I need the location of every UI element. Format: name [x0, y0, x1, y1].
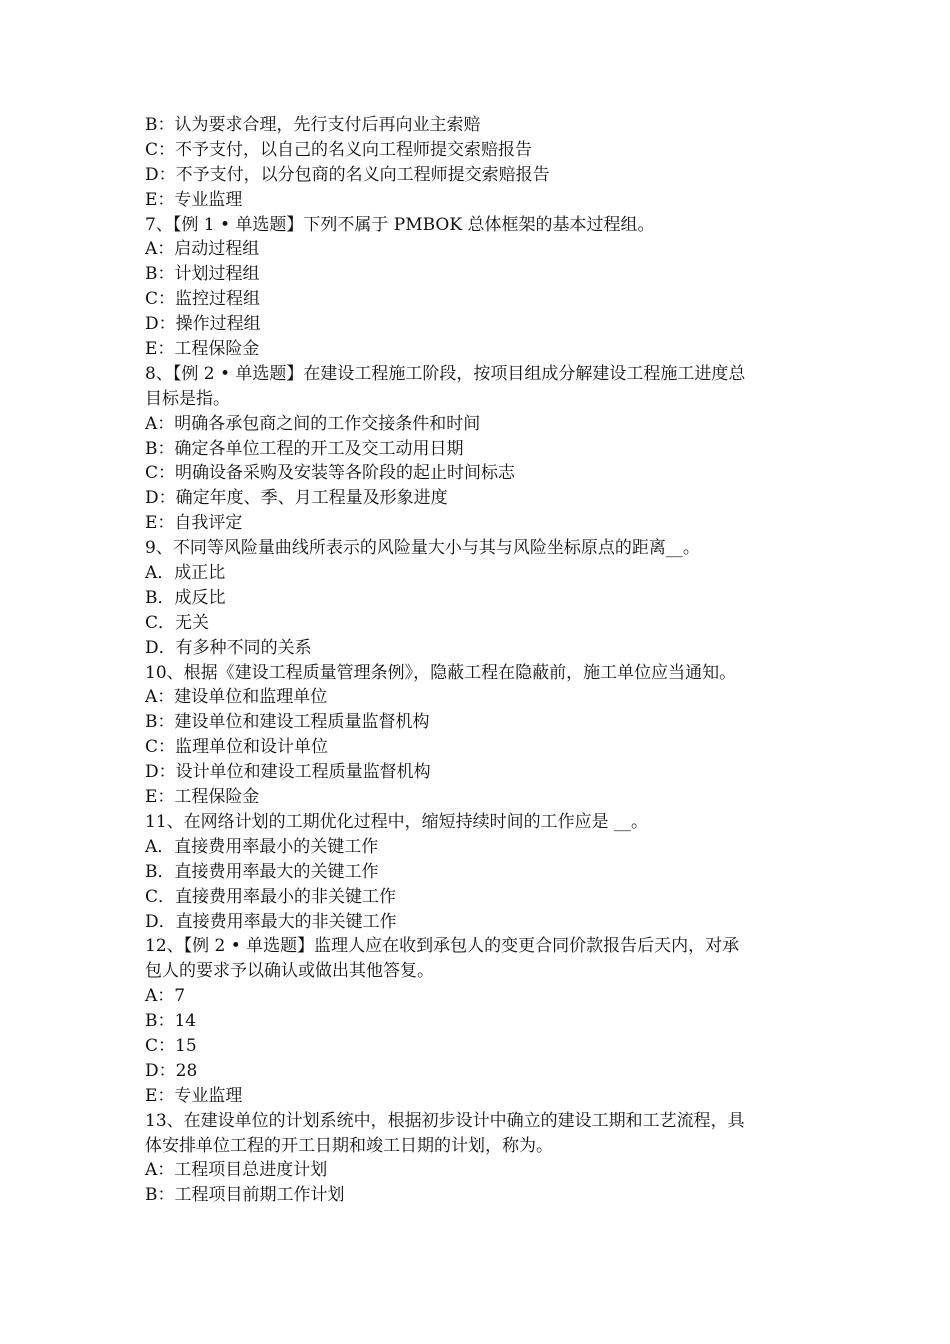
option-line: C：监理单位和设计单位: [145, 737, 329, 758]
question-line: 包人的要求予以确认或做出其他答复。: [145, 961, 434, 982]
question-line: 7、【例 1 • 单选题】下列不属于 PMBOK 总体框架的基本过程组。: [145, 214, 655, 235]
option-line: B：工程项目前期工作计划: [145, 1185, 345, 1206]
option-line: C．无关: [145, 612, 210, 633]
option-line: E：工程保险金: [145, 339, 260, 360]
option-line: E：工程保险金: [145, 787, 260, 808]
option-line: D：确定年度、季、月工程量及形象进度: [145, 488, 448, 509]
text-line: C：不予支付，以自己的名义向工程师提交索赔报告: [145, 139, 533, 160]
text-line: D：不予支付，以分包商的名义向工程师提交索赔报告: [145, 164, 550, 185]
question-line: 9、不同等风险量曲线所表示的风险量大小与其与风险坐标原点的距离__。: [145, 538, 700, 559]
option-line: A：工程项目总进度计划: [145, 1160, 328, 1181]
option-line: D：28: [145, 1060, 198, 1081]
option-line: C：监控过程组: [145, 289, 261, 310]
option-line: E：自我评定: [145, 513, 243, 534]
option-line: C：明确设备采购及安装等各阶段的起止时间标志: [145, 463, 516, 484]
text-line: E：专业监理: [145, 189, 243, 210]
question-line: 11、在网络计划的工期优化过程中，缩短持续时间的工作应是 __。: [145, 811, 649, 832]
option-line: B．成反比: [145, 587, 226, 608]
question-line: 目标是指。: [145, 388, 230, 409]
document-body: [145, 113, 810, 1208]
option-line: A：建设单位和监理单位: [145, 687, 328, 708]
option-line: B：计划过程组: [145, 264, 260, 285]
question-line: 体安排单位工程的开工日期和竣工日期的计划，称为。: [145, 1135, 553, 1156]
option-line: C．直接费用率最小的非关键工作: [145, 886, 397, 907]
option-line: E：专业监理: [145, 1085, 243, 1106]
option-line: A：明确各承包商之间的工作交接条件和时间: [145, 413, 481, 434]
option-line: D：设计单位和建设工程质量监督机构: [145, 762, 431, 783]
text-line: B：认为要求合理，先行支付后再向业主索赔: [145, 115, 481, 135]
question-line: 8、【例 2 • 单选题】在建设工程施工阶段，按项目组成分解建设工程施工进度总: [145, 363, 746, 384]
option-line: B．直接费用率最大的关键工作: [145, 861, 379, 882]
option-line: A．直接费用率最小的关键工作: [145, 836, 379, 857]
option-line: A：7: [145, 986, 186, 1007]
option-line: B：确定各单位工程的开工及交工动用日期: [145, 438, 464, 459]
option-line: D．直接费用率最大的非关键工作: [145, 911, 397, 932]
option-line: B：14: [145, 1011, 197, 1032]
option-line: B：建设单位和建设工程质量监督机构: [145, 712, 430, 733]
option-line: A：启动过程组: [145, 239, 260, 260]
question-line: 10、根据《建设工程质量管理条例》，隐蔽工程在隐蔽前，施工单位应当通知。: [145, 662, 737, 683]
option-line: A．成正比: [145, 563, 226, 584]
question-line: 12、【例 2 • 单选题】监理人应在收到承包人的变更合同价款报告后天内，对承: [145, 936, 740, 957]
option-line: D：操作过程组: [145, 314, 261, 335]
option-line: C：15: [145, 1035, 197, 1056]
question-line: 13、在建设单位的计划系统中，根据初步设计中确立的建设工期和工艺流程，具: [145, 1110, 745, 1131]
option-line: D．有多种不同的关系: [145, 637, 312, 658]
